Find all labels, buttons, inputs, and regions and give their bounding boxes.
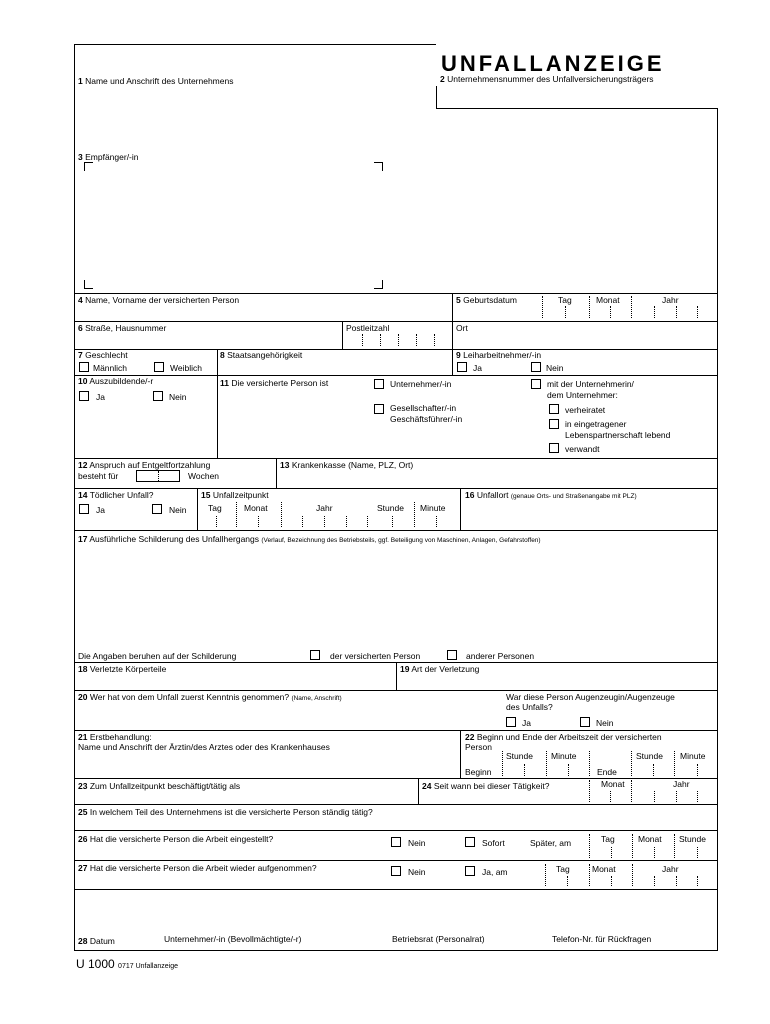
field-7-label: 7 Geschlecht	[78, 350, 128, 360]
recipient-address-input[interactable]	[92, 170, 374, 280]
plz-label: Postleitzahl	[346, 323, 390, 333]
accident-minute-label: Minute	[420, 503, 446, 513]
form-title: UNFALLANZEIGE	[441, 51, 665, 76]
field-21-label: 21 Erstbehandlung:	[78, 732, 152, 742]
field-2-bottom	[436, 108, 718, 109]
occupation-input[interactable]	[78, 792, 414, 802]
resumed-date-input[interactable]	[548, 875, 714, 887]
field-16-label: 16 Unfallort (genaue Orts- und Straßenangabe mit PLZ)	[465, 490, 637, 500]
address-corner-br	[374, 280, 383, 289]
apprentice-no-label: Nein	[169, 392, 187, 402]
row-17-top	[74, 530, 718, 531]
eyewitness-yes-label: Ja	[522, 718, 531, 728]
company-number-input[interactable]	[446, 90, 712, 106]
field-4-label: 4 Name, Vorname der versicherten Person	[78, 295, 240, 305]
plz-divider	[342, 321, 343, 349]
name-input[interactable]	[78, 306, 448, 318]
field-9-label: 9 Leiharbeitnehmer/-in	[456, 350, 542, 360]
field-20-label: 20 Wer hat von dem Unfall zuerst Kenntnis genommen? (Name, Anschrift)	[78, 692, 342, 702]
accident-day-label: Tag	[208, 503, 222, 513]
apprentice-yes-label: Ja	[96, 392, 105, 402]
first-treatment-input[interactable]	[78, 754, 456, 776]
form-border-right	[717, 108, 718, 950]
related-to-owner-label: mit der Unternehmerin/	[547, 379, 634, 389]
accident-month-label: Monat	[244, 503, 268, 513]
field-11-divider	[217, 375, 218, 458]
related-to-owner-checkbox[interactable]	[531, 379, 541, 389]
field-6-label: 6 Straße, Hausnummer	[78, 323, 167, 333]
resumed-no-label: Nein	[408, 867, 426, 877]
field-15-divider	[197, 488, 198, 530]
eyewitness-no-label: Nein	[596, 718, 614, 728]
field-19-label: 19 Art der Verletzung	[400, 664, 480, 674]
gender-female-label: Weiblich	[170, 363, 202, 373]
stopped-month-label: Monat	[638, 834, 662, 844]
source-others-checkbox[interactable]	[447, 650, 457, 660]
gender-male-label: Männlich	[93, 363, 128, 373]
gender-male-checkbox[interactable]	[79, 362, 89, 372]
stopped-day-label: Tag	[601, 834, 615, 844]
relative-label: verwandt	[565, 444, 600, 454]
field-24-label: 24 Seit wann bei dieser Tätigkeit?	[422, 781, 550, 791]
resumed-yes-checkbox[interactable]	[465, 866, 475, 876]
field-21-label-2: Name und Anschrift der Ärztin/des Arztes oder des Krankenhauses	[78, 742, 330, 752]
ort-divider	[452, 321, 453, 349]
resumed-day-label: Tag	[556, 864, 570, 874]
entrepreneur-label: Unternehmer/-in	[390, 379, 452, 389]
birth-day-label: Tag	[558, 295, 572, 305]
since-when-input[interactable]	[592, 790, 714, 802]
married-label: verheiratet	[565, 405, 606, 415]
row-7-top	[74, 349, 718, 350]
field-19-divider	[396, 662, 397, 690]
field-16-divider	[460, 488, 461, 530]
employer-signature-label: Unternehmer/-in (Bevollmächtigte/-r)	[164, 934, 302, 944]
row-27-top	[74, 860, 718, 861]
field-11-label: 11 Die versicherte Person ist	[220, 378, 329, 388]
dots	[545, 864, 546, 886]
field-22-label: 22 Beginn und Ende der Arbeitszeit der versicherten	[465, 732, 662, 742]
row-6-top	[74, 321, 718, 322]
work-start-minute-label: Minute	[551, 751, 577, 761]
field-25-label: 25 In welchem Teil des Unternehmens ist die versicherte Person ständig tätig?	[78, 807, 373, 817]
field-5-label: 5 Geburtsdatum	[456, 295, 517, 305]
resumed-no-checkbox[interactable]	[391, 866, 401, 876]
dots	[589, 751, 590, 776]
related-to-owner-label-2: dem Unternehmer:	[547, 390, 618, 400]
shareholder-label: Gesellschafter/-in	[390, 403, 457, 413]
married-checkbox[interactable]	[549, 404, 559, 414]
source-others-label: anderer Personen	[466, 651, 535, 661]
birthdate-input[interactable]	[545, 306, 715, 318]
partnership-label: in eingetragener	[565, 419, 627, 429]
city-input[interactable]	[456, 334, 714, 346]
fatal-no-checkbox[interactable]	[152, 504, 162, 514]
temp-worker-no-label: Nein	[546, 363, 564, 373]
row-10-top	[74, 375, 718, 376]
shareholder-checkbox[interactable]	[374, 404, 384, 414]
field-18-label: 18 Verletzte Körperteile	[78, 664, 167, 674]
birth-year-label: Jahr	[662, 295, 679, 305]
dots	[589, 780, 590, 802]
work-end-hour-label: Stunde	[636, 751, 663, 761]
injury-type-input[interactable]	[400, 675, 712, 687]
field-24-divider	[418, 778, 419, 804]
work-start-input[interactable]	[504, 762, 588, 776]
field-8-label: 8 Staatsangehörigkeit	[220, 350, 303, 360]
field-12-label: 12 Anspruch auf Entgeltfortzahlung	[78, 460, 211, 470]
row-21-top	[74, 730, 718, 731]
temp-worker-no-checkbox[interactable]	[531, 362, 541, 372]
field-2-label: 2 Unternehmensnummer des Unfallversicherungsträgers	[440, 74, 654, 84]
source-insured-label: der versicherten Person	[330, 651, 421, 661]
stopped-no-label: Nein	[408, 838, 426, 848]
field-14-label: 14 Tödlicher Unfall?	[78, 490, 154, 500]
resumed-month-label: Monat	[592, 864, 616, 874]
signature-area[interactable]	[78, 893, 712, 929]
field-23-label: 23 Zum Unfallzeitpunkt beschäftigt/tätig als	[78, 781, 241, 791]
form-border-top	[74, 44, 436, 45]
row-4-top	[74, 293, 718, 294]
resumed-yes-label: Ja, am	[482, 867, 508, 877]
address-corner-tr	[374, 162, 383, 171]
row-20-top	[74, 690, 718, 691]
row-28-top	[74, 889, 718, 890]
field-3-label: 3 Empfänger/-in	[78, 152, 139, 162]
resumed-year-label: Jahr	[662, 864, 679, 874]
injured-body-parts-input[interactable]	[78, 675, 392, 687]
address-corner-bl	[84, 280, 93, 289]
nationality-input[interactable]	[220, 361, 448, 373]
eyewitness-question-2: des Unfalls?	[506, 702, 553, 712]
fatal-yes-label: Ja	[96, 505, 105, 515]
field-5-divider	[452, 293, 453, 321]
ort-label: Ort	[456, 323, 468, 333]
eyewitness-no-checkbox[interactable]	[580, 717, 590, 727]
managing-director-label: Geschäftsführer/-in	[390, 414, 463, 424]
fatal-no-label: Nein	[169, 505, 187, 515]
row-14-top	[74, 488, 718, 489]
fatal-yes-checkbox[interactable]	[79, 504, 89, 514]
partnership-checkbox[interactable]	[549, 419, 559, 429]
field-2-border	[436, 86, 437, 108]
work-end-minute-label: Minute	[680, 751, 706, 761]
dots	[589, 834, 590, 858]
first-informed-input[interactable]	[78, 704, 498, 728]
form-code: U 1000 0717 Unfallanzeige	[76, 957, 178, 971]
accident-description-input[interactable]	[78, 546, 712, 646]
since-year-label: Jahr	[673, 779, 690, 789]
phone-label: Telefon-Nr. für Rückfragen	[552, 934, 652, 944]
birth-month-label: Monat	[596, 295, 620, 305]
gender-female-checkbox[interactable]	[154, 362, 164, 372]
work-start-label: Beginn	[465, 767, 492, 777]
temp-worker-yes-label: Ja	[473, 363, 482, 373]
apprentice-yes-checkbox[interactable]	[79, 391, 89, 401]
row-12-top	[74, 458, 718, 459]
field-1-label: 1 Name und Anschrift des Unternehmens	[78, 76, 234, 86]
stopped-immediately-checkbox[interactable]	[465, 837, 475, 847]
field-27-label: 27 Hat die versicherte Person die Arbeit wieder aufgenommen?	[78, 863, 317, 873]
accident-datetime-input[interactable]	[204, 515, 456, 528]
relative-checkbox[interactable]	[549, 443, 559, 453]
row-25-top	[74, 804, 718, 805]
postcode-input[interactable]	[346, 334, 448, 346]
since-month-label: Monat	[601, 779, 625, 789]
source-insured-checkbox[interactable]	[310, 650, 320, 660]
field-28-date-label: 28 Datum	[78, 936, 115, 946]
field-26-label: 26 Hat die versicherte Person die Arbeit eingestellt?	[78, 834, 274, 844]
accident-year-label: Jahr	[316, 503, 333, 513]
field-22-label-2: Person	[465, 742, 492, 752]
stopped-no-checkbox[interactable]	[391, 837, 401, 847]
health-insurance-input[interactable]	[280, 471, 712, 485]
field-17-label: 17 Ausführliche Schilderung des Unfallhergangs (Verlauf, Bezeichnung des Betriebsteils, ggf. Beteiligung von Maschinen, Anlagen, Gefahrstoffen)	[78, 534, 541, 544]
row-26-top	[74, 830, 718, 831]
stopped-later-label: Später, am	[530, 838, 572, 848]
field-9-divider	[452, 349, 453, 375]
dots	[158, 471, 159, 481]
form-border-left	[74, 44, 75, 950]
dots	[542, 296, 543, 318]
works-council-label: Betriebsrat (Personalrat)	[392, 934, 485, 944]
field-12-label-2: besteht für	[78, 471, 119, 481]
work-end-label: Ende	[597, 767, 617, 777]
stopped-immediately-label: Sofort	[482, 838, 505, 848]
entrepreneur-checkbox[interactable]	[374, 379, 384, 389]
field-15-label: 15 Unfallzeitpunkt	[201, 490, 269, 500]
dots	[502, 751, 503, 776]
field-13-divider	[276, 458, 277, 488]
stopped-hour-label: Stunde	[679, 834, 706, 844]
weeks-label: Wochen	[188, 471, 220, 481]
field-8-divider	[217, 349, 218, 375]
field-22-divider	[460, 730, 461, 778]
work-end-input[interactable]	[632, 762, 714, 776]
field-10-label: 10 Auszubildende/-r	[78, 376, 154, 386]
temp-worker-yes-checkbox[interactable]	[457, 362, 467, 372]
partnership-label-2: Lebenspartnerschaft lebend	[565, 430, 671, 440]
eyewitness-yes-checkbox[interactable]	[506, 717, 516, 727]
eyewitness-question: War diese Person Augenzeugin/Augenzeuge	[506, 692, 675, 702]
accident-hour-label: Stunde	[377, 503, 404, 513]
street-input[interactable]	[78, 334, 338, 346]
description-basis-label: Die Angaben beruhen auf der Schilderung	[78, 651, 237, 661]
work-start-hour-label: Stunde	[506, 751, 533, 761]
stopped-date-input[interactable]	[592, 846, 714, 858]
company-name-address-input[interactable]	[78, 88, 428, 148]
field-13-label: 13 Krankenkasse (Name, PLZ, Ort)	[280, 460, 414, 470]
form-border-bottom	[74, 950, 718, 951]
apprentice-no-checkbox[interactable]	[153, 391, 163, 401]
department-input[interactable]	[78, 818, 712, 828]
accident-location-input[interactable]	[465, 502, 713, 528]
